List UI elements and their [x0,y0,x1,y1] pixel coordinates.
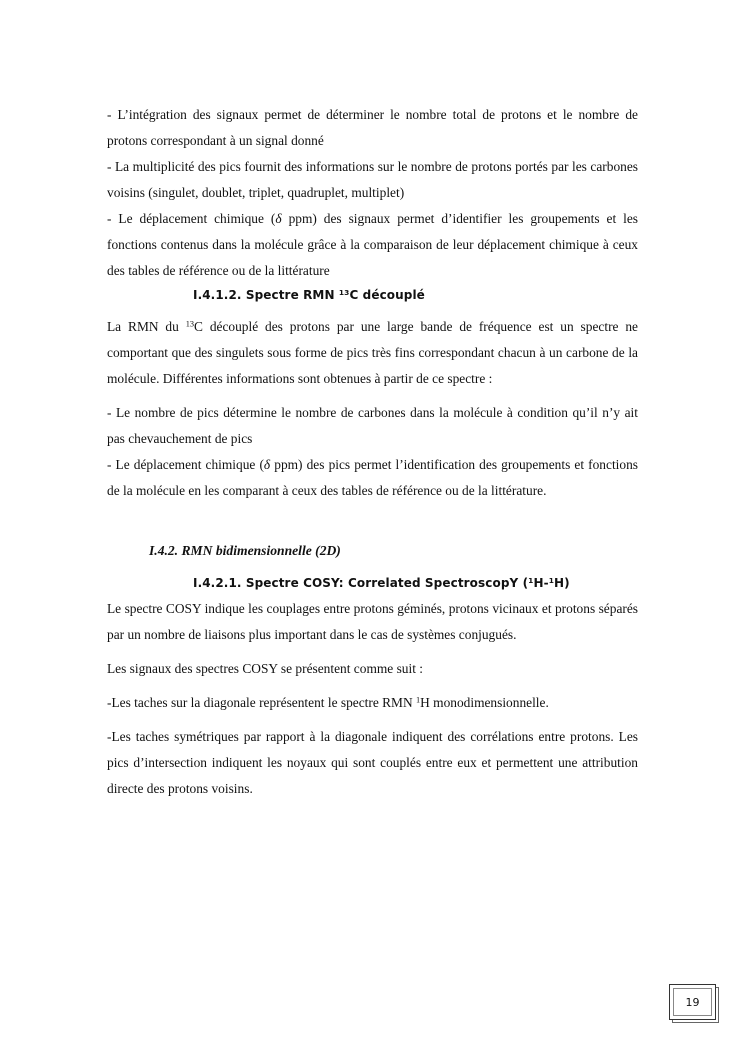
paragraph-integration: - L’intégration des signaux permet de déterminer le nombre total de protons et le nombre de protons correspondant à un signal donné [107,107,638,148]
heading-1412: I.4.1.2. Spectre RMN $^{13}$C découplé [193,287,425,302]
paragraph-cosy-signals: Les signaux des spectres COSY se présentent comme suit : [107,661,423,676]
heading-1421: I.4.2.1. Spectre COSY: Correlated SpectroscopY ($^1$H-$^1$H) [193,575,570,590]
delta-symbol: δ [263,457,271,472]
paragraph-rmn-13c: La RMN du $^{13}$C découplé des protons par une large bande de fréquence est un spectre ne comportant que des singulets sous forme de pics très fins correspondant chacun à un carbone de la molécule. Différentes informations sont obtenues à partir de ce spectre : [107,319,638,386]
paragraph-block-1 [107,102,638,284]
paragraph-cosy-couplings: Le spectre COSY indique les couplages entre protons géminés, protons vicinaux et protons séparés par un nombre de liaisons plus important dans le cas de systèmes conjugués. [107,601,638,642]
paragraph-symmetric-spots: -Les taches symétriques par rapport à la diagonale indiquent des corrélations entre protons. Les pics d’intersection indiquent les noyaux qui sont couplés entre eux et permettent une attribution directe des protons voisins. [107,729,638,796]
paragraph-chemical-shift: - Le déplacement chimique (δ ppm) des signaux permet d’identifier les groupements et les fonctions contenus dans la molécule grâce à la comparaison de leur déplacement chimique à ceux des tables de référence ou de la littérature [107,211,638,278]
delta-symbol: δ [275,211,282,226]
paragraph-multiplicity: - La multiplicité des pics fournit des informations sur le nombre de protons portés par les carbones voisins (singulet, doublet, triplet, quadruplet, multiplet) [107,159,638,200]
page-number: 19 [673,988,712,1016]
page-number-box [669,984,716,1020]
paragraph-block-3 [107,596,638,802]
paragraph-block-2 [107,314,638,504]
heading-142: I.4.2. RMN bidimensionnelle (2D) [149,543,341,558]
paragraph-chemical-shift-13c: - Le déplacement chimique (δ ppm) des pics permet l’identification des groupements et fonctions de la molécule en les comparant à ceux des tables de référence ou de la littérature. [107,457,638,498]
paragraph-number-of-peaks: - Le nombre de pics détermine le nombre de carbones dans la molécule à condition qu’il n’y ait pas chevauchement de pics [107,405,638,446]
paragraph-diagonal-spots: -Les taches sur la diagonale représentent le spectre RMN $^1$H monodimensionnelle. [107,695,549,710]
